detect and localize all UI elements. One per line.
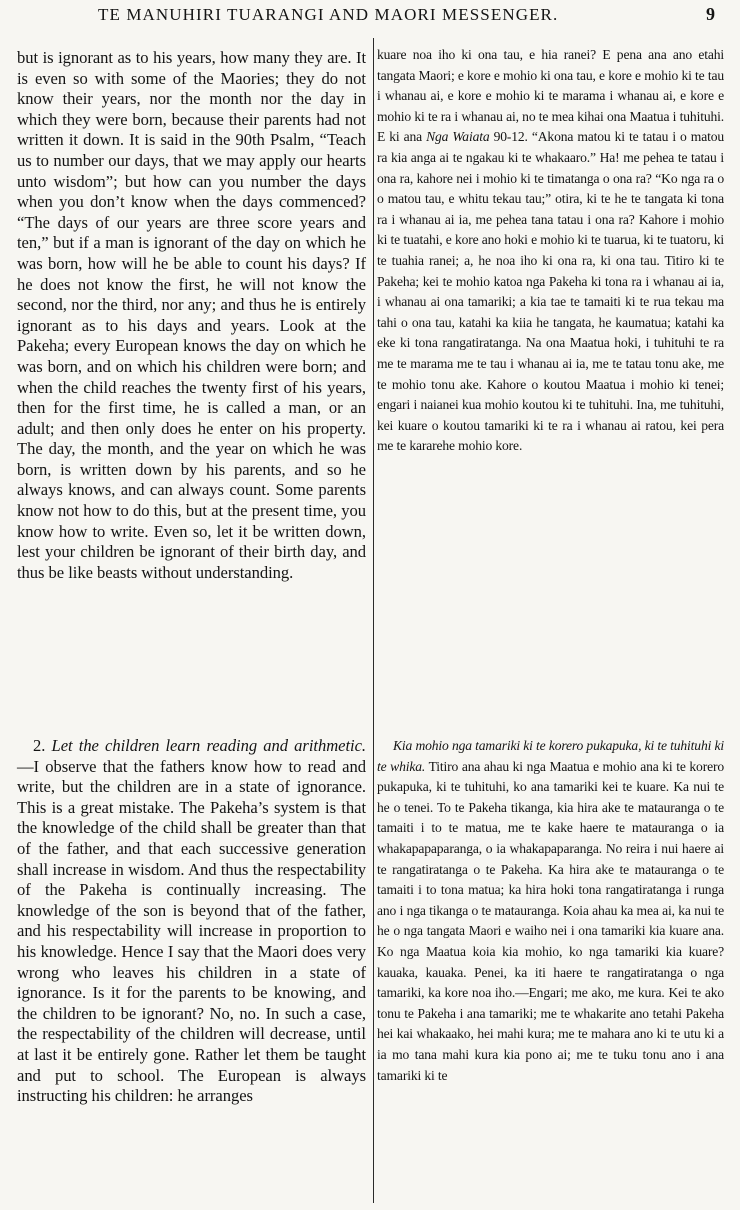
english-paragraph-1-text: but is ignorant as to his years, how many they are. It is even so with some of the Maories; they do not know their years, nor the month nor the day in which they were born, because their parents had not written it down. It is said in the 90th Psalm, “Teach us to number our days, that we may apply our hearts unto wisdom”; but how can you number the days when you don’t know when the days commenced? “The days of our years are three score years and ten,” but if a man is ignorant of the day on which he was born, how will he be able to count his days? If he does not know the first, he will not know the second, nor the third, nor any; and thus he is entirely ignorant as to his days and years. Look at the Pakeha; every European knows the day on which he was born, and on which his children were born; and when the child reaches the twenty first of his years, then for the first time, he is called a man, or an adult; and then only does he enter on his property. The day, the month, and the year on which he was born, is written down by his parents, and so he always knows, and can always count. Some parents know not how to do this, but at the present time, you know how to write. Even so, let it be written down, lest your children be ignorant of their birth day, and thus be like beasts without understanding. xyxy=(17,48,366,582)
english-paragraph-2 xyxy=(17,736,366,1107)
english-section-heading: Let the children learn reading and arithmetic. xyxy=(51,736,366,755)
maori-paragraph-1-text xyxy=(377,45,724,457)
english-section-body: —I observe that the fathers know how to read and write, but the children are in a state of ignorance. This is a great mistake. The Pakeha’s system is that the knowledge of the child shall be greater than that of the father, and that each successive generation shall increase in wisdom. And thus the respectability of the Pakeha is continually increasing. The knowledge of the son is beyond that of the father, and his respectability will increase in proportion to his knowledge. Hence I say that the Maori does very wrong who leaves his children in a state of ignorance. Is it for the parents to be knowing, and the children to be ignorant? No, no. In such a case, the respectability of the children will decrease, until at last it be entirely gone. Rather let them be taught and put to school. The European is always instructing his children: he arranges xyxy=(17,756,366,1106)
maori-paragraph-2 xyxy=(377,736,724,1086)
maori-section-heading: Kia mohio nga tamariki ki te korero pukapuka, ki te tuhituhi ki te whika. xyxy=(377,738,724,774)
english-paragraph-1 xyxy=(17,48,366,583)
maori-paragraph-2-text xyxy=(377,736,724,1086)
maori-paragraph-1 xyxy=(377,45,724,457)
english-paragraph-2-text xyxy=(17,736,366,1107)
maori-paragraph-1-text-b: 90-12. “Akona matou ki te tatau i o matou ra kia anga ai te ngakau ki te whakaaro.” Ha! me pehea te tatau i ona ra, kahore nei i mohio ki te timatanga o ona ra? “Ko nga ra o o matou tau, e whitu tekau tau;” otira, ki te he te tangata ki tona ra i whanau ai ia, me pehea tana tatau i ona ra? Kahore i mohio ki te tuatahi, e kore ano hoki e mohio ki te tuarua, ki te tuatoru, ki te tuahia ranei; a, he noa iho ki ona ra, ki ona tau. Titiro ki te Pakeha; kei te mohio katoa nga Pakeha ki tona ra i whanau ai ia, i whanau ai ona tamariki; a kia tae te tamaiti ki te rua tekau ma tahi o ona tau, katahi ka kiia he tangata, he kaumatua; katahi ka eke ki tona rangatiratanga. Na ona Maatua hoki, i tuhituhi te ra me te marama me te tau i whanau ai ia, me te tatau tonu ake, me te mohio tonu ake. Kahore o koutou Maatua i mohio ki tenei; engari i naianei kua mohio koutou ki te tuhituhi. Ina, me tuhituhi, kei kuare o koutou tamariki ki te ra i whanau ai ratou, kei pera me te kararehe mohio kore. xyxy=(377,129,724,454)
maori-paragraph-1-text-a: kuare noa iho ki ona tau, e hia ranei? E pena ana ano etahi tangata Maori; e kore e mohio ki ona tau, e kore e mohio ki te tau i whanau ai, e kore e mohio ki te marama i whanau ai, e kore e mohio ki te ra i whanau ai, no te mea kihai ona Maatua i tuhituhi. E ki ana xyxy=(377,47,724,145)
running-title: TE MANUHIRI TUARANGI AND MAORI MESSENGER. xyxy=(98,5,559,24)
page-number: 9 xyxy=(706,4,715,24)
column-divider xyxy=(373,38,374,1203)
maori-scripture-reference: Nga Waiata xyxy=(426,129,490,145)
maori-section-body: Titiro ana ahau ki nga Maatua e mohio ana ki te korero pukapuka, ki te tuhituhi, ko ana tamariki kei te kuare. Ka nui te he o tenei. To te Pakeha tikanga, kia hira ake te matauranga o te tamaiti i to te matua, me te kake haere te matauranga o ia whakapapaparanga, o ia whakapaparanga. No reira i nui haere ai te rangatiratanga o te Pakeha. Ka hira ake te matauranga o te tamaiti i to tona matua; ka hira hoki tona rangatiratanga i runga ano i nga tikanga o te matauranga. Koia ahau ka mea ai, ka nui te he o nga tangata Maori e waiho nei i ona tamariki kia kuare ana. Ko nga Maatua koia kia mohio, ko nga tamariki kia kuare? kauaka, kauaka. Penei, ka iti haere te rangatiratanga o nga tamariki, ka kore noa iho.—Engari; me ako, me kura. Kei te ako tonu te Pakeha i ana tamariki; me te whakarite ano tetahi Pakeha hei kai whakaako, hei mahi kura; me te mahara ano ki te utu ki a ia mo tana mahi kura kia pono ai; me te tuku tonu ano i ana tamariki ki te xyxy=(377,758,724,1083)
english-section-number: 2. xyxy=(33,736,46,755)
page-header xyxy=(0,0,740,40)
